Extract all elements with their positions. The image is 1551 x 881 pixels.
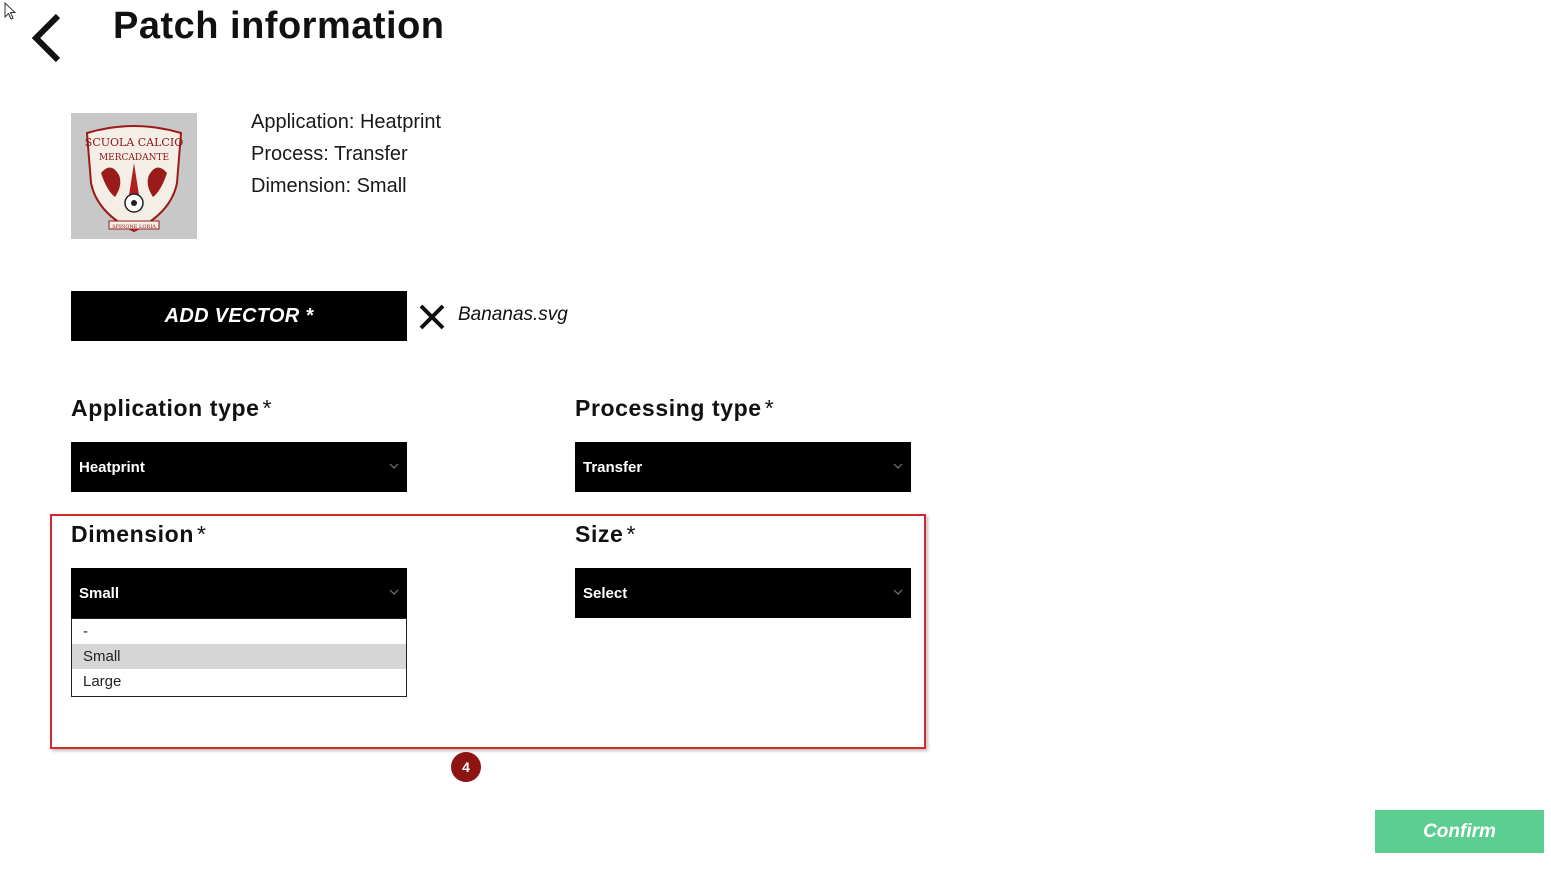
confirm-button[interactable]: Confirm	[1375, 810, 1544, 853]
dimension-option-large[interactable]: Large	[83, 673, 122, 690]
highlight-box	[50, 514, 926, 749]
vector-file-name: Bananas.svg	[458, 304, 568, 325]
svg-text:SCUOLA CALCIO: SCUOLA CALCIO	[84, 136, 184, 149]
page-title: Patch information	[113, 5, 445, 47]
patch-dimension-text: Dimension: Small	[251, 175, 407, 197]
processing-type-select[interactable]	[575, 442, 911, 492]
dimension-option-empty[interactable]: -	[83, 623, 88, 640]
chevron-down-icon	[389, 462, 399, 470]
back-arrow-icon[interactable]	[28, 12, 68, 64]
chevron-down-icon	[893, 462, 903, 470]
patch-process-text: Process: Transfer	[251, 143, 408, 165]
add-vector-button[interactable]: ADD VECTOR *	[71, 291, 407, 341]
patch-details	[251, 106, 441, 202]
application-type-label: Application type *	[71, 395, 273, 421]
size-value: Select	[583, 584, 628, 602]
application-type-select[interactable]	[71, 442, 407, 492]
step-number-badge: 4	[451, 752, 481, 782]
svg-text:SPINONE LORIA: SPINONE LORIA	[112, 224, 156, 230]
patch-logo-image	[71, 113, 197, 239]
dimension-label: Dimension *	[71, 521, 207, 547]
mouse-cursor-icon	[4, 2, 18, 20]
dimension-option-small[interactable]: Small	[72, 644, 406, 669]
svg-text:MERCADANTE: MERCADANTE	[98, 153, 170, 163]
processing-type-value: Transfer	[583, 458, 643, 476]
patch-application-text: Application: Heatprint	[251, 111, 442, 133]
remove-file-icon[interactable]	[418, 303, 446, 331]
application-type-value: Heatprint	[79, 458, 145, 476]
dimension-value: Small	[79, 584, 120, 602]
processing-type-label: Processing type *	[575, 395, 775, 421]
size-label: Size *	[575, 521, 636, 547]
